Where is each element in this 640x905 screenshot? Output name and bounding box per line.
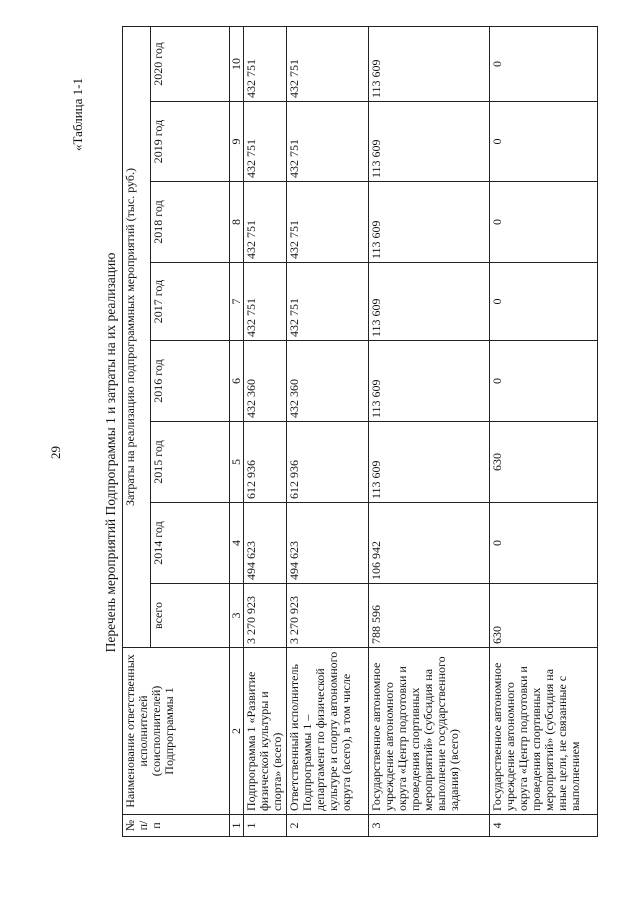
- row-value: 432 360: [287, 341, 369, 422]
- header-name: Наименование ответственных исполнителей (соисполнителей) Подпрограммы 1: [123, 648, 230, 815]
- row-value: 432 751: [287, 102, 369, 182]
- column-index: 6: [230, 341, 244, 422]
- column-index: 9: [230, 102, 244, 182]
- column-index: 7: [230, 263, 244, 341]
- row-num: 1: [244, 815, 287, 837]
- header-row-group: [123, 27, 151, 837]
- row-total: 788 596: [369, 584, 490, 648]
- row-value: 0: [490, 263, 598, 341]
- row-value: 0: [490, 341, 598, 422]
- header-costs-group: Затраты на реализацию подпрограммных мероприятий (тыс. руб.): [123, 27, 151, 648]
- column-index: 8: [230, 182, 244, 263]
- row-value: 630: [490, 422, 598, 503]
- row-value: 494 623: [244, 503, 287, 584]
- header-year: 2015 год: [151, 422, 230, 503]
- row-value: 494 623: [287, 503, 369, 584]
- table-row: [369, 27, 490, 837]
- table-row: [244, 27, 287, 837]
- row-total: 3 270 923: [244, 584, 287, 648]
- page-number: 29: [48, 446, 63, 459]
- column-index: 5: [230, 422, 244, 503]
- header-year: 2014 год: [151, 503, 230, 584]
- row-value: 113 609: [369, 263, 490, 341]
- row-name: Ответственный исполнитель Подпрограммы 1 – департамент по физической культуре и спорту автономного округа (всего), в том числе: [287, 648, 369, 815]
- header-total: всего: [151, 584, 230, 648]
- column-index: 2: [230, 648, 244, 815]
- row-total: 3 270 923: [287, 584, 369, 648]
- row-name: Подпрограмма 1 «Развитие физической культуры и спорта» (всего): [244, 648, 287, 815]
- row-num: 2: [287, 815, 369, 837]
- row-value: 113 609: [369, 27, 490, 102]
- header-year: 2020 год: [151, 27, 230, 102]
- row-value: 432 751: [244, 102, 287, 182]
- table-row: [490, 27, 598, 837]
- table-row: [287, 27, 369, 837]
- row-value: 432 751: [287, 182, 369, 263]
- row-num: 3: [369, 815, 490, 837]
- row-value: 432 751: [287, 27, 369, 102]
- column-index: 10: [230, 27, 244, 102]
- column-index: 4: [230, 503, 244, 584]
- row-value: 113 609: [369, 341, 490, 422]
- row-value: 113 609: [369, 422, 490, 503]
- row-total: 630: [490, 584, 598, 648]
- header-year: 2019 год: [151, 102, 230, 182]
- row-value: 113 609: [369, 102, 490, 182]
- row-name: Государственное автономное учреждение автономного округа «Центр подготовки и проведения спортивных мероприятий» (субсидия на иные цели, не связанные с выполнением: [490, 648, 598, 815]
- row-value: 432 751: [287, 263, 369, 341]
- header-num: № п/п: [123, 815, 230, 837]
- header-year: 2017 год: [151, 263, 230, 341]
- row-value: 0: [490, 182, 598, 263]
- document-title: Перечень мероприятий Подпрограммы 1 и затраты на их реализацию: [103, 252, 118, 653]
- column-index: 3: [230, 584, 244, 648]
- row-value: 432 751: [244, 263, 287, 341]
- row-value: 612 936: [287, 422, 369, 503]
- row-value: 0: [490, 102, 598, 182]
- costs-table: [122, 26, 598, 837]
- row-value: 0: [490, 503, 598, 584]
- row-value: 612 936: [244, 422, 287, 503]
- row-value: 113 609: [369, 182, 490, 263]
- row-num: 4: [490, 815, 598, 837]
- column-index-row: [230, 27, 244, 837]
- row-value: 0: [490, 27, 598, 102]
- row-value: 432 360: [244, 341, 287, 422]
- row-name: Государственное автономное учреждение автономного округа «Центр подготовки и проведения спортивных мероприятий» (субсидия на выполнение государственного задания) (всего): [369, 648, 490, 815]
- header-year: 2016 год: [151, 341, 230, 422]
- row-value: 106 942: [369, 503, 490, 584]
- header-year: 2018 год: [151, 182, 230, 263]
- row-value: 432 751: [244, 182, 287, 263]
- table-label: «Таблица 1-1: [70, 78, 85, 151]
- column-index: 1: [230, 815, 244, 837]
- row-value: 432 751: [244, 27, 287, 102]
